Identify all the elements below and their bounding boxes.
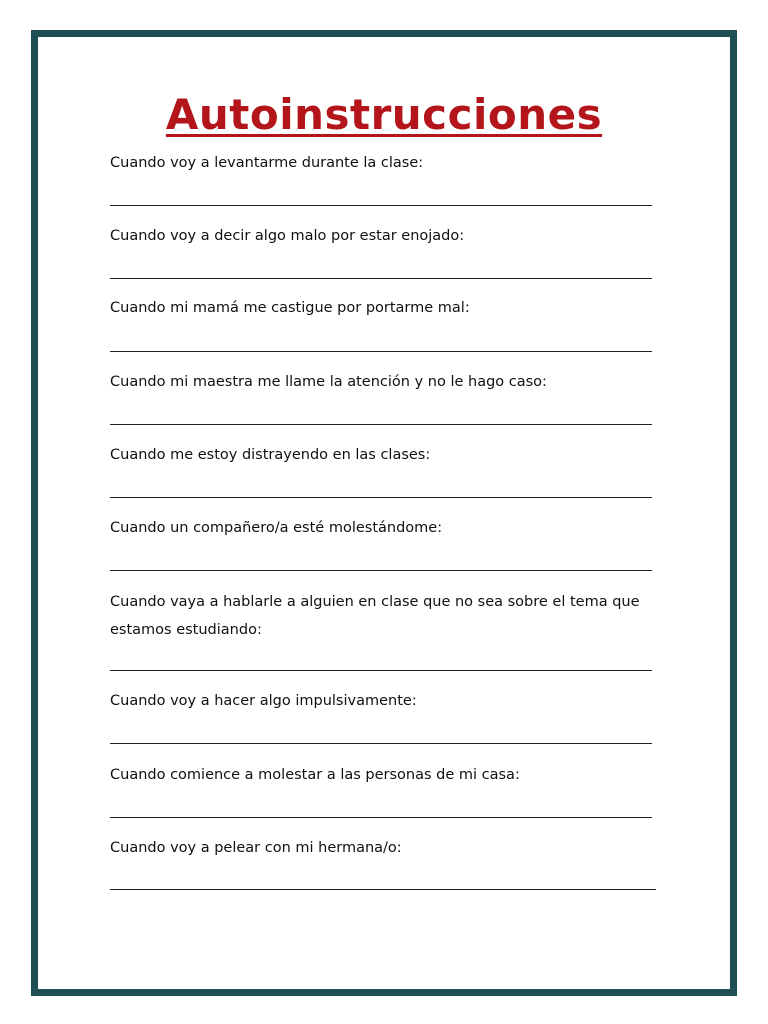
answer-line-6[interactable] [110,570,652,571]
answer-line-8[interactable] [110,743,652,744]
answer-line-4[interactable] [110,424,652,425]
page-title: Autoinstrucciones [165,90,603,139]
question-5: Cuando me estoy distrayendo en las clases: [110,447,431,463]
answer-line-5[interactable] [110,497,652,498]
question-9: Cuando comience a molestar a las personas de mi casa: [110,767,520,783]
question-10: Cuando voy a pelear con mi hermana/o: [110,840,402,856]
answer-line-3[interactable] [110,351,652,352]
question-3: Cuando mi mamá me castigue por portarme mal: [110,300,470,316]
answer-line-1[interactable] [110,205,652,206]
question-2: Cuando voy a decir algo malo por estar enojado: [110,228,465,244]
question-4: Cuando mi maestra me llame la atención y no le hago caso: [110,374,547,390]
question-6: Cuando un compañero/a esté molestándome: [110,520,443,536]
question-8: Cuando voy a hacer algo impulsivamente: [110,693,417,709]
question-1: Cuando voy a levantarme durante la clase: [110,155,424,171]
answer-line-9[interactable] [110,817,652,818]
question-7: Cuando vaya a hablarle a alguien en clase que no sea sobre el tema que estamos estudiando: [110,594,640,638]
answer-line-10[interactable] [110,889,656,890]
answer-line-7[interactable] [110,670,652,671]
answer-line-2[interactable] [110,278,652,279]
